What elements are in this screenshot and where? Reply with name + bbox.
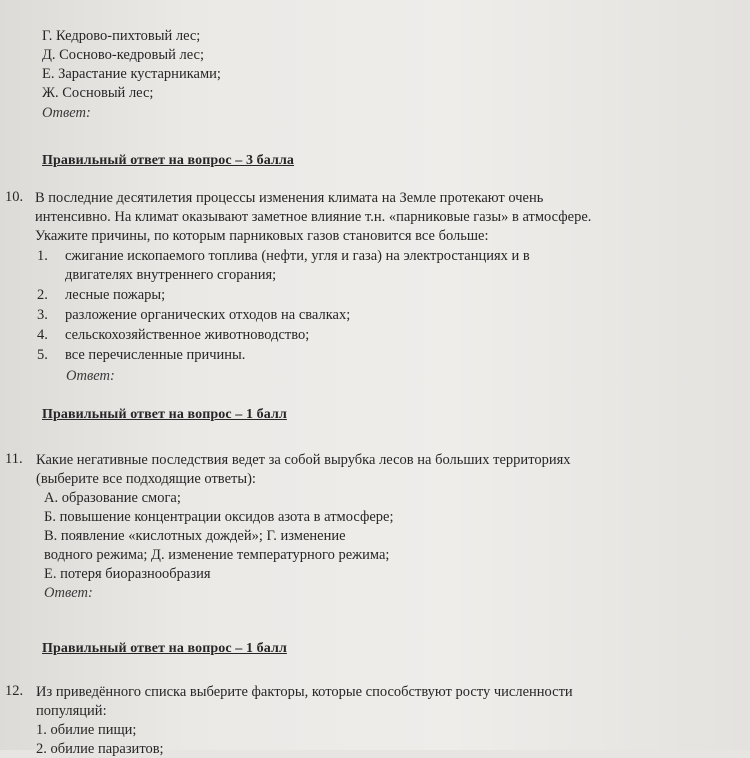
q10-item-4-text: сельскохозяйственное животноводство;: [65, 327, 310, 343]
q12-number: 12.: [5, 683, 24, 699]
q10-item-4-number: 4.: [37, 327, 48, 343]
q10-item-3-text: разложение органических отходов на свалках;: [65, 307, 351, 323]
q10-item-1-line-1: сжигание ископаемого топлива (нефти, угля и газа) на электростанциях и в: [65, 248, 530, 264]
q9-option-d: Д. Сосново-кедровый лес;: [42, 47, 204, 63]
q12-option-2: 2. обилие паразитов;: [36, 741, 164, 757]
q11-answer-label: Ответ:: [44, 585, 93, 601]
q10-item-1-number: 1.: [37, 248, 48, 264]
q10-text-line-1: В последние десятилетия процессы изменения климата на Земле протекают очень: [35, 190, 544, 206]
q11-option-v-g: В. появление «кислотных дождей»; Г. изменение: [44, 528, 346, 544]
q10-item-2-text: лесные пожары;: [65, 287, 166, 303]
q12-text-line-2: популяций:: [36, 703, 107, 719]
q10-item-5-number: 5.: [37, 347, 48, 363]
q9-answer-label: Ответ:: [42, 105, 91, 121]
q9-score: Правильный ответ на вопрос – 3 балла: [42, 153, 294, 168]
q10-answer-label: Ответ:: [66, 368, 115, 384]
q11-text-line-2: (выберите все подходящие ответы):: [36, 471, 256, 487]
q12-option-1: 1. обилие пищи;: [36, 722, 137, 738]
q11-option-b: Б. повышение концентрации оксидов азота в атмосфере;: [44, 509, 394, 525]
q9-option-e: Е. Зарастание кустарниками;: [42, 66, 221, 82]
q10-number: 10.: [5, 189, 24, 205]
q9-option-zh: Ж. Сосновый лес;: [42, 85, 154, 101]
q10-text-line-3: Укажите причины, по которым парниковых газов становится все больше:: [35, 228, 489, 244]
q10-text-line-2: интенсивно. На климат оказывают заметное влияние т.н. «парниковые газы» в атмосфере.: [35, 209, 592, 225]
q12-text-line-1: Из приведённого списка выберите факторы, которые способствуют росту численности: [36, 684, 573, 700]
q9-option-g: Г. Кедрово-пихтовый лес;: [42, 28, 201, 44]
q11-score: Правильный ответ на вопрос – 1 балл: [42, 641, 287, 656]
q10-item-5-text: все перечисленные причины.: [65, 347, 246, 363]
q10-item-2-number: 2.: [37, 287, 48, 303]
q11-text-line-1: Какие негативные последствия ведет за собой вырубка лесов на больших территориях: [36, 452, 571, 468]
q10-item-3-number: 3.: [37, 307, 48, 323]
q11-number: 11.: [5, 451, 23, 467]
q11-option-a: А. образование смога;: [44, 490, 181, 506]
q11-option-g-d: водного режима; Д. изменение температурного режима;: [44, 547, 390, 563]
q10-score: Правильный ответ на вопрос – 1 балл: [42, 407, 287, 422]
q11-option-e: Е. потеря биоразнообразия: [44, 566, 211, 582]
q10-item-1-line-2: двигателях внутреннего сгорания;: [65, 267, 277, 283]
